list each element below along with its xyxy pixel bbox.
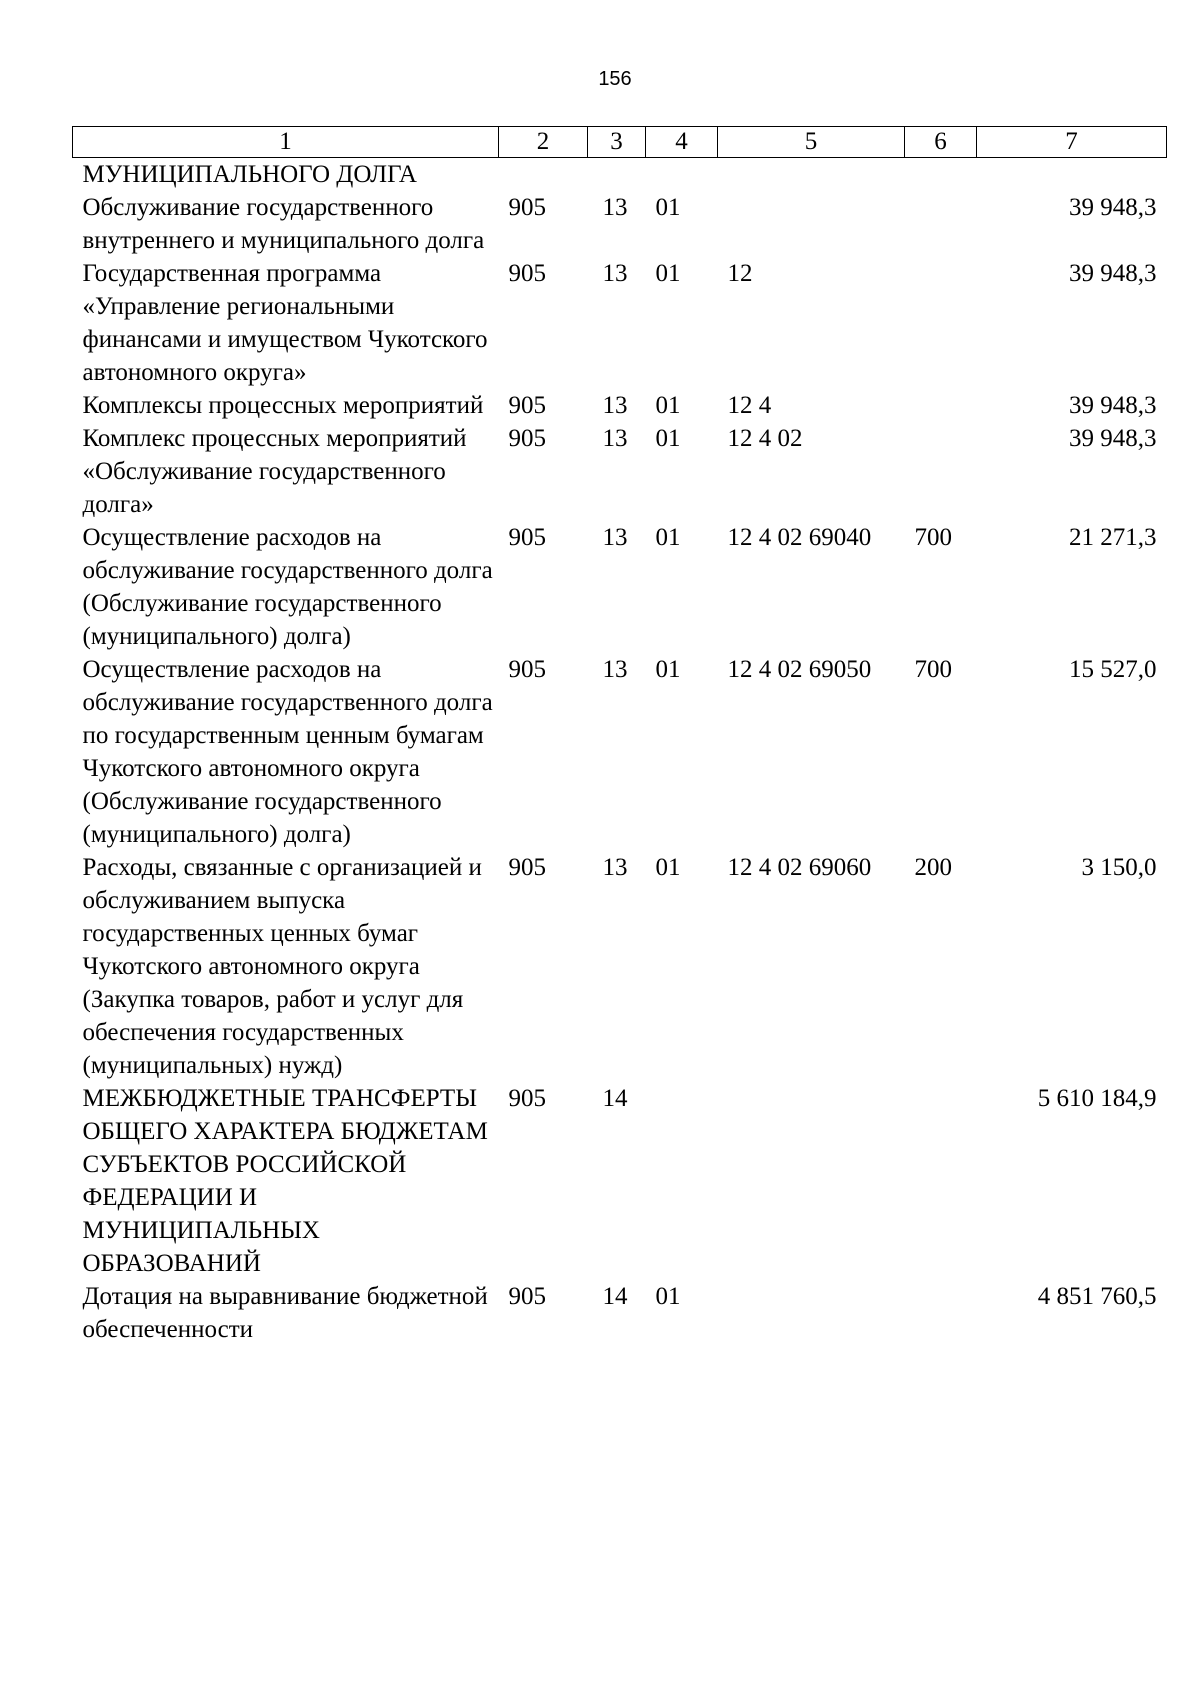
table-row <box>73 389 1167 422</box>
row-target-code: 12 <box>727 260 753 287</box>
row-target-code <box>718 158 905 192</box>
header-cell-4: 4 <box>646 127 718 158</box>
row-name: Государственная программа «Управление региональными финансами и имуществом Чукотского автономного округа» <box>82 260 488 386</box>
row-expense-type: 700 <box>914 524 952 551</box>
table-row <box>73 1280 1167 1346</box>
row-subsection: 01 <box>655 1283 681 1310</box>
row-admin-code: 905 <box>508 425 546 452</box>
row-expense-type <box>905 422 977 521</box>
row-section: 13 <box>602 656 628 683</box>
table-body <box>73 158 1167 1347</box>
header-cell-1: 1 <box>73 127 499 158</box>
header-row <box>73 127 1167 158</box>
row-admin-code <box>499 158 588 192</box>
row-target-code: 12 4 02 69060 <box>727 854 872 881</box>
row-expense-type: 200 <box>914 854 952 881</box>
row-admin-code: 905 <box>508 524 546 551</box>
row-subsection: 01 <box>655 392 681 419</box>
row-amount: 21 271,3 <box>1069 524 1157 551</box>
row-target-code: 12 4 02 69040 <box>727 524 872 551</box>
table-row <box>73 422 1167 521</box>
table-row <box>73 653 1167 851</box>
row-subsection: 01 <box>655 194 681 221</box>
table-row <box>73 191 1167 257</box>
row-name: Комплексы процессных мероприятий <box>82 392 484 419</box>
row-amount: 39 948,3 <box>1069 260 1157 287</box>
row-name: Расходы, связанные с организацией и обслуживанием выпуска государственных ценных бумаг Чукотского автономного округа (Закупка товаров, работ и услуг для обеспечения государственных (муниципальных) нужд) <box>82 854 482 1079</box>
row-expense-type <box>905 191 977 257</box>
row-expense-type <box>905 257 977 389</box>
row-admin-code: 905 <box>508 656 546 683</box>
row-amount: 39 948,3 <box>1069 425 1157 452</box>
row-admin-code: 905 <box>508 1283 546 1310</box>
row-target-code <box>718 191 905 257</box>
row-section: 14 <box>602 1283 628 1310</box>
row-section: 14 <box>602 1085 628 1112</box>
row-section: 13 <box>602 524 628 551</box>
row-admin-code: 905 <box>508 854 546 881</box>
table-row <box>73 158 1167 192</box>
header-cell-2: 2 <box>499 127 588 158</box>
header-cell-7: 7 <box>977 127 1167 158</box>
row-admin-code: 905 <box>508 392 546 419</box>
row-amount: 15 527,0 <box>1069 656 1157 683</box>
row-section: 13 <box>602 854 628 881</box>
row-admin-code: 905 <box>508 260 546 287</box>
row-section: 13 <box>602 194 628 221</box>
row-subsection <box>646 1082 718 1280</box>
row-name: Дотация на выравнивание бюджетной обеспеченности <box>82 1283 488 1343</box>
row-subsection <box>646 158 718 192</box>
row-amount: 3 150,0 <box>1081 854 1157 881</box>
row-expense-type: 700 <box>914 656 952 683</box>
row-amount: 39 948,3 <box>1069 392 1157 419</box>
row-section: 13 <box>602 260 628 287</box>
row-expense-type <box>905 158 977 192</box>
row-section: 13 <box>602 392 628 419</box>
row-name: Осуществление расходов на обслуживание государственного долга (Обслуживание государственного (муниципального) долга) <box>82 524 493 650</box>
row-subsection: 01 <box>655 656 681 683</box>
header-cell-3: 3 <box>588 127 646 158</box>
row-amount <box>977 158 1167 192</box>
row-target-code <box>718 1280 905 1346</box>
row-subsection: 01 <box>655 260 681 287</box>
table-row <box>73 1082 1167 1280</box>
row-name: Обслуживание государственного внутреннего и муниципального долга <box>82 194 485 254</box>
row-target-code: 12 4 02 <box>727 425 803 452</box>
row-section <box>588 158 646 192</box>
row-subsection: 01 <box>655 854 681 881</box>
row-admin-code: 905 <box>508 194 546 221</box>
row-amount: 4 851 760,5 <box>1037 1283 1157 1310</box>
row-name: Комплекс процессных мероприятий «Обслуживание государственного долга» <box>82 425 467 518</box>
budget-table <box>72 126 1167 1346</box>
row-amount: 39 948,3 <box>1069 194 1157 221</box>
row-subsection: 01 <box>655 425 681 452</box>
row-amount: 5 610 184,9 <box>1037 1085 1157 1112</box>
row-expense-type <box>905 1280 977 1346</box>
header-cell-6: 6 <box>905 127 977 158</box>
row-name: МЕЖБЮДЖЕТНЫЕ ТРАНСФЕРТЫ ОБЩЕГО ХАРАКТЕРА БЮДЖЕТАМ СУБЪЕКТОВ РОССИЙСКОЙ ФЕДЕРАЦИИ И МУНИЦИПАЛЬНЫХ ОБРАЗОВАНИЙ <box>82 1085 488 1277</box>
table-row <box>73 257 1167 389</box>
row-target-code: 12 4 02 69050 <box>727 656 872 683</box>
page-number: 156 <box>598 68 632 90</box>
table-row <box>73 851 1167 1082</box>
row-admin-code: 905 <box>508 1085 546 1112</box>
row-target-code: 12 4 <box>727 392 772 419</box>
row-name: МУНИЦИПАЛЬНОГО ДОЛГА <box>82 161 417 188</box>
row-expense-type <box>905 1082 977 1280</box>
row-section: 13 <box>602 425 628 452</box>
header-cell-5: 5 <box>718 127 905 158</box>
row-expense-type <box>905 389 977 422</box>
row-target-code <box>718 1082 905 1280</box>
row-subsection: 01 <box>655 524 681 551</box>
table-row <box>73 521 1167 653</box>
row-name: Осуществление расходов на обслуживание государственного долга по государственным ценным бумагам Чукотского автономного округа (Обслуживание государственного (муниципального) долга) <box>82 656 493 848</box>
table-header <box>73 127 1167 158</box>
